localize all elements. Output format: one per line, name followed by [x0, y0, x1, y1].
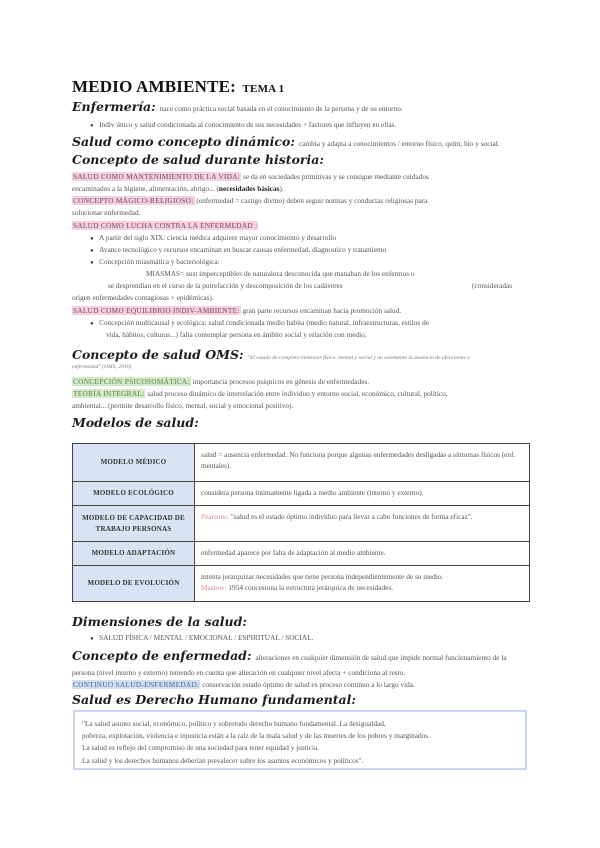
lucha-bullet-text-1: A partir del siglo XIX: ciencia médica adquiere mayor conocimiento y desarrollo — [99, 233, 336, 242]
model-description: considera persona íntimamente ligada a medio ambiente (interno y externo). — [195, 482, 530, 506]
lucha-label: SALUD COMO LUCHA CONTRA LA ENFERMEDAD : — [73, 221, 258, 230]
enfermeria-bullet-text: Indiv único y salud condicionada al conocimiento de sus necesidades + factores que influyen en ellas. — [99, 120, 397, 129]
table-row — [73, 542, 530, 566]
equilibrio-label: SALUD COMO EQUILIBRIO INDIV-AMBIENTE: — [73, 306, 240, 315]
psicosomatica-line — [72, 377, 369, 386]
title-sub: TEMA 1 — [242, 83, 285, 95]
table-row — [73, 506, 530, 542]
salud-dinamico-text: cambia y adapta a conocimientos / entorno físico, quím, bio y social. — [298, 139, 500, 148]
title-main: MEDIO AMBIENTE: — [72, 77, 237, 96]
lucha-bullet-text-3: Concepción miasmática y bacteriológica: — [99, 257, 220, 266]
lucha-bullet-text-2: Avance tecnológico y recursos encaminan en buscar causas enfermedad, diagnostico y tratamiento — [99, 245, 387, 254]
equilibrio-line — [72, 306, 401, 315]
table-row — [73, 482, 530, 506]
derecho-heading: Salud es Derecho Humano fundamental: — [72, 692, 357, 707]
magico-text: (enfermedad = castigo divino) deben seguir normas y conductas religiosas para — [196, 196, 428, 205]
mantenimiento-text: se da en sociedades primitivas y se consigue mediante cuidados — [243, 172, 429, 181]
mantenimiento-line-2 — [72, 184, 284, 193]
integral-line — [72, 389, 448, 398]
magico-line — [72, 196, 427, 205]
model-description — [195, 506, 530, 542]
integral-text: salud proceso dinámico de interrelación entre individuo y entorno social, económico, cultural, político, — [147, 389, 448, 398]
psicosomatica-text: importancia procesos psíquicos en génesis de enfermedades. — [192, 377, 370, 386]
model-description-text: intenta jerarquizar necesidades que tiene persona independientemente de su medio. — [201, 572, 444, 581]
magico-text-2: solucionar enfermedad. — [72, 208, 141, 217]
quote-line: "La salud asunto social, económico, político y sobretodo derecho humano fundamental. La desigualdad, — [82, 719, 386, 728]
mantenimiento-end: ). — [279, 184, 284, 193]
mantenimiento-text-2: encaminados a la higiene, alimentación, abrigo... ( — [72, 184, 219, 193]
continuo-text: conservación estado óptimo de salud es proceso continuo a lo largo vida. — [202, 680, 415, 689]
bullet-icon: ● — [90, 123, 94, 129]
oms-heading: Concepto de salud OMS: — [72, 347, 244, 362]
table-row — [73, 444, 530, 482]
model-name: MODELO DE CAPACIDAD DE TRABAJO PERSONAS — [73, 506, 195, 542]
model-author: Pearsons: — [201, 512, 229, 521]
lucha-bullet-2 — [90, 245, 386, 254]
equilibrio-bullet — [90, 318, 429, 327]
historia-heading: Concepto de salud durante historia: — [72, 152, 324, 167]
quote-line: La salud y los derechos humanos deberían prevalecer sobre los asuntos económicos y políticos". — [82, 755, 364, 765]
bullet-icon: ● — [90, 236, 94, 242]
quote-line: pobreza, explotación, violencia e injusticia están a la raíz de la mala salud y de las muertes de los pobres y marginados. — [82, 731, 430, 741]
bullet-icon: ● — [90, 260, 94, 266]
miasmas-line-2: se desprendían en el curso de la putrefacción y descomposición de los cadáveres — [108, 281, 343, 290]
dimensiones-bullet-text: SALUD FÍSICA / MENTAL / EMOCIONAL / ESPIRITUAL / SOCIAL. — [99, 633, 314, 642]
miasmas-line-1: MIASMAS= sust imperceptibles de naturaleza desconocida que manaban de los enfermos o — [146, 269, 415, 278]
dimensiones-bullet — [90, 633, 313, 642]
oms-line — [72, 346, 470, 364]
bullet-icon: ● — [90, 636, 94, 642]
magico-label: CONCEPTO MÁGICO-RELIGIOSO: — [73, 196, 194, 205]
model-description: enfermedad aparece por falta de adaptación al medio ambiente. — [195, 542, 530, 566]
enfermedad-text: alteraciones en cualquier dimensión de salud que impide normal funcionamiento de la — [255, 653, 507, 662]
oms-quote-2: enfermedad" (OMS, 2010) — [72, 364, 132, 370]
modelos-heading: Modelos de salud: — [72, 415, 199, 430]
model-name: MODELO ADAPTACIÓN — [73, 542, 195, 566]
mantenimiento-line — [72, 172, 429, 181]
equilibrio-text: gran parte recursos encaminan hacia promoción salud. — [242, 306, 402, 315]
model-name: MODELO DE EVOLUCIÓN — [73, 566, 195, 602]
enfermeria-bullet — [90, 120, 396, 129]
integral-text-2: ambiental... (permite desarrollo físico, mental, social y emocional positivo). — [72, 401, 294, 410]
equilibrio-bullet-text-2: vida, hábitos, culturas...) falta contemplar persona en ámbito social y relación con medio. — [106, 330, 367, 339]
salud-dinamico-heading: Salud como concepto dinámico: — [72, 134, 295, 149]
enfermedad-heading: Concepto de enfermedad: — [72, 648, 252, 663]
bullet-icon: ● — [90, 248, 94, 254]
equilibrio-bullet-text-1: Concepción multicausal y ecológica: salud condicionada medio habita (medio natural, infraestructuras, estilos de — [99, 318, 429, 327]
model-description-text: "salud es el estado óptimo individuo para llevar a cabo funciones de forma eficaz". — [230, 512, 473, 521]
enfermeria-text: nace como práctica social basada en el conocimiento de la persona y de su entorno. — [159, 104, 403, 113]
model-name: MODELO MÉDICO — [73, 444, 195, 482]
model-description: salud = ausencia enfermedad. No funciona porque algunas enfermedades desligadas a síntomas físicos (enf. mentales). — [195, 444, 530, 482]
model-name: MODELO ECOLÓGICO — [73, 482, 195, 506]
miasmas-line-3: origen enfermedades contagiosas + epidémicas). — [72, 293, 214, 302]
continuo-label: CONTINUO SALUD-ENFERMEDAD: — [73, 680, 200, 689]
psicosomatica-label: CONCEPCIÓN PSICOSOMÁTICA: — [73, 377, 190, 386]
page-title — [72, 77, 284, 97]
enfermeria-line — [72, 98, 403, 116]
oms-quote-1: "El estado de completo bienestar físico, mental y social y no solamente la ausencia de afecciones o — [247, 355, 470, 361]
enfermeria-heading: Enfermería: — [72, 99, 156, 114]
salud-dinamico-line — [72, 133, 500, 151]
lucha-bullet-1 — [90, 233, 336, 242]
enfermedad-text-2: persona (nivel interno y externo) teniendo en cuenta que alteración en cualquier nivel afecta + condiciona al resto. — [72, 668, 406, 677]
continuo-line — [72, 680, 415, 689]
miasmas-line-2b: (consideradas — [472, 281, 513, 290]
necesidades-basicas: necesidades básicas — [218, 184, 280, 193]
mantenimiento-label: SALUD COMO MANTENIMIENTO DE LA VIDA: — [73, 172, 241, 181]
model-author: Maslow: — [201, 583, 227, 592]
enfermedad-line — [72, 647, 507, 665]
derecho-quote-box — [73, 710, 527, 770]
lucha-line — [72, 221, 258, 230]
lucha-bullet-3 — [90, 257, 220, 266]
modelos-table — [72, 443, 530, 602]
model-description-text-2: 1954 concesiona la estructura jerárquica de necesidades. — [228, 583, 394, 592]
integral-label: TEORÍA INTEGRAL: — [73, 389, 145, 398]
quote-line: La salud es reflejo del compromiso de una sociedad para tener equidad y justicia. — [82, 743, 320, 753]
model-description — [195, 566, 530, 602]
table-row — [73, 566, 530, 602]
dimensiones-heading: Dimensiones de la salud: — [72, 614, 247, 629]
bullet-icon: ● — [90, 321, 94, 327]
